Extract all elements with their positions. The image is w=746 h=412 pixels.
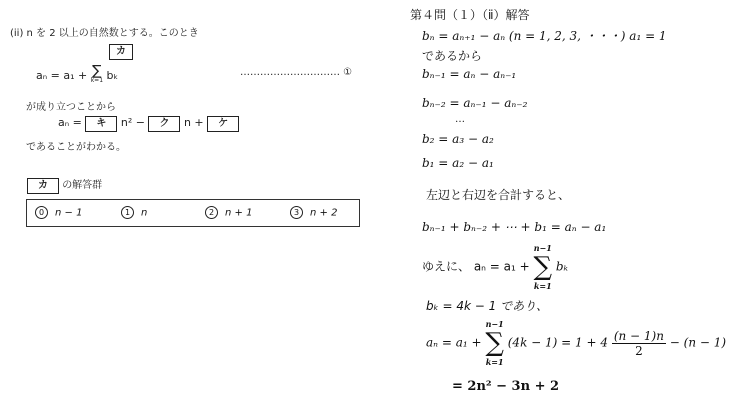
- box-ka-2: カ: [27, 178, 59, 194]
- box-ka: カ: [109, 44, 133, 60]
- solution-line-11: aₙ = a₁ + n−1 ∑ k=1 (4k − 1) = 1 + 4 $\frac{(n - 1)n}{2}$ − (n − 1): [426, 319, 727, 367]
- answer-options-box: [26, 199, 360, 227]
- sigma-sum-2: n−1 ∑ k=1: [533, 243, 553, 291]
- option-1: 1 n: [121, 206, 147, 219]
- solution-line-6: b₁ = a₂ − a₁: [422, 156, 494, 170]
- solution-line-10: bₖ = 4k − 1 であり、: [426, 299, 549, 313]
- option-0: 0 n − 1: [35, 206, 82, 219]
- solution-line-3: bₙ₋₁ = aₙ − aₙ₋₁: [422, 67, 517, 81]
- final-answer: = 2n² − 3n + 2: [452, 379, 560, 394]
- formula-2: aₙ = キ n² − ク n + ケ: [58, 116, 239, 132]
- solution-heading: 第４問（１）（ⅱ）解答: [410, 8, 530, 22]
- formula-1: aₙ = a₁ + ∑ k=1 bₖ: [36, 63, 119, 84]
- sigma-sum-1: ∑ k=1: [90, 63, 104, 84]
- holds-text: が成り立つことから: [26, 102, 116, 113]
- box-ke: ケ: [207, 116, 239, 132]
- solution-line-1: bₙ = aₙ₊₁ − aₙ (n = 1, 2, 3, ・・・) a₁ = 1: [422, 29, 667, 43]
- solution-line-7: 左辺と右辺を合計すると、: [426, 188, 571, 202]
- equation-ref-1: ………………………… ①: [240, 67, 353, 78]
- option-3: 3 n + 2: [290, 206, 337, 219]
- sigma-sum-3: n−1 ∑ k=1: [485, 319, 504, 367]
- problem-intro: (ii) n を 2 以上の自然数とする。このとき: [10, 28, 199, 39]
- solution-line-5: b₂ = a₃ − a₂: [422, 132, 494, 146]
- conclusion-text: であることがわかる。: [26, 142, 126, 153]
- solution-line-4: bₙ₋₂ = aₙ₋₁ − aₙ₋₂: [422, 96, 528, 110]
- box-ku: ク: [148, 116, 180, 132]
- fraction: $\frac{(n - 1)n}{2}$: [613, 328, 664, 358]
- box-ki: キ: [85, 116, 117, 132]
- solution-line-2: であるから: [422, 49, 483, 63]
- answer-group-heading: カ の解答群: [27, 176, 102, 194]
- solution-line-8: bₙ₋₁ + bₙ₋₂ + ⋯ + b₁ = aₙ − a₁: [422, 220, 607, 234]
- vertical-dots: …: [455, 114, 465, 125]
- solution-line-9: ゆえに、 aₙ = a₁ + n−1 ∑ k=1 bₖ: [422, 243, 568, 291]
- option-2: 2 n + 1: [205, 206, 252, 219]
